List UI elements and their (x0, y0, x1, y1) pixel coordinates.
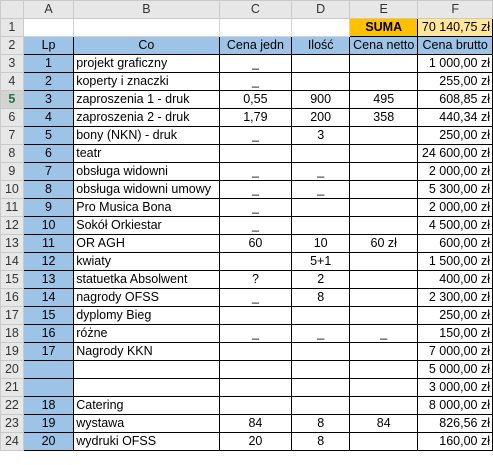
cell-ilosc[interactable]: _ (292, 163, 350, 181)
cell-lp[interactable]: 7 (23, 163, 73, 181)
row-header[interactable]: 21 (1, 379, 24, 397)
table-row (1, 379, 493, 397)
cell-cena-brutto[interactable]: 4 500,00 zł (418, 217, 493, 235)
cell-cena-netto[interactable] (350, 163, 418, 181)
row-header[interactable]: 11 (1, 199, 24, 217)
cell-cena-netto[interactable] (350, 217, 418, 235)
cell-ilosc[interactable]: 5+1 (292, 253, 350, 271)
row-header[interactable]: 8 (1, 145, 24, 163)
cell-cena-brutto[interactable]: 8 000,00 zł (418, 397, 493, 415)
cell-lp[interactable]: 16 (23, 325, 73, 343)
column-header-e[interactable]: E (350, 1, 418, 19)
cell-cena-netto[interactable] (350, 307, 418, 325)
cell-ilosc[interactable]: 900 (292, 91, 350, 109)
cell-cena-jedn[interactable]: _ (219, 55, 292, 73)
cell-cena-jedn[interactable]: 20 (219, 433, 292, 451)
row-header[interactable]: 7 (1, 127, 24, 145)
table-row (1, 235, 493, 253)
select-all-corner[interactable] (1, 1, 24, 19)
row-header[interactable]: 22 (1, 397, 24, 415)
header-ilosc[interactable]: Ilość (292, 37, 350, 55)
cell-ilosc[interactable]: 8 (292, 415, 350, 433)
header-co[interactable]: Co (74, 37, 219, 55)
column-header-d[interactable]: D (292, 1, 350, 19)
cell-cena-brutto[interactable]: 440,34 zł (418, 109, 493, 127)
row-header[interactable]: 19 (1, 343, 24, 361)
header-cena-brutto[interactable]: Cena brutto (418, 37, 493, 55)
table-row (1, 289, 493, 307)
suma-label-cell[interactable]: SUMA (350, 19, 418, 37)
cell-ilosc[interactable] (292, 55, 350, 73)
cell-cena-netto[interactable] (350, 181, 418, 199)
column-header-f[interactable]: F (418, 1, 493, 19)
row-header[interactable]: 13 (1, 235, 24, 253)
cell-cena-brutto[interactable]: 5 000,00 zł (418, 361, 493, 379)
cell-lp[interactable]: 13 (23, 271, 73, 289)
cell-cena-jedn[interactable] (219, 145, 292, 163)
cell-cena-netto[interactable] (350, 199, 418, 217)
cell-cena-netto[interactable] (350, 397, 418, 415)
cell-cena-netto[interactable] (350, 55, 418, 73)
cell-cena-brutto[interactable]: 255,00 zł (418, 73, 493, 91)
cell-ilosc[interactable] (292, 217, 350, 235)
cell-co[interactable]: koperty i znaczki (74, 73, 219, 91)
table-row (1, 397, 493, 415)
row-header[interactable]: 4 (1, 73, 24, 91)
cell-cena-brutto[interactable]: 7 000,00 zł (418, 343, 493, 361)
cell-lp[interactable]: 17 (23, 343, 73, 361)
cell-cena-brutto[interactable]: 1 000,00 zł (418, 55, 493, 73)
header-cena-jedn[interactable]: Cena jedn (219, 37, 292, 55)
cell-cena-brutto[interactable]: 2 000,00 zł (418, 163, 493, 181)
cell-cena-jedn[interactable]: _ (219, 217, 292, 235)
cell-cena-jedn[interactable]: _ (219, 199, 292, 217)
table-row (1, 145, 493, 163)
cell-co[interactable]: Nagrody KKN (74, 343, 219, 361)
cell-cena-netto[interactable]: 84 (350, 415, 418, 433)
cell-ilosc[interactable]: _ (292, 325, 350, 343)
cell-cena-jedn[interactable]: _ (219, 127, 292, 145)
cell-cena-netto[interactable] (350, 253, 418, 271)
cell-ilosc[interactable] (292, 379, 350, 397)
cell-ilosc[interactable]: 200 (292, 109, 350, 127)
row-header[interactable]: 18 (1, 325, 24, 343)
row-header[interactable]: 5 (1, 91, 24, 109)
table-row (1, 91, 493, 109)
row-header[interactable]: 9 (1, 163, 24, 181)
table-row (1, 127, 493, 145)
cell-cena-jedn[interactable] (219, 379, 292, 397)
cell-cena-jedn[interactable] (219, 253, 292, 271)
row-header[interactable]: 15 (1, 271, 24, 289)
cell-cena-netto[interactable] (350, 379, 418, 397)
header-lp[interactable]: Lp (23, 37, 73, 55)
cell-cena-brutto[interactable]: 600,00 zł (418, 235, 493, 253)
cell-co[interactable]: Sokół Orkiestar (74, 217, 219, 235)
cell-co[interactable]: kwiaty (74, 253, 219, 271)
cell-cena-netto[interactable]: 60 zł (350, 235, 418, 253)
row-header[interactable]: 20 (1, 361, 24, 379)
cell-cena-jedn[interactable] (219, 307, 292, 325)
cell-ilosc[interactable]: 3 (292, 127, 350, 145)
cell-lp[interactable]: 10 (23, 217, 73, 235)
cell-lp[interactable] (23, 361, 73, 379)
row-header[interactable]: 6 (1, 109, 24, 127)
cell-cena-jedn[interactable] (219, 397, 292, 415)
table-row (1, 73, 493, 91)
cell-co[interactable] (74, 361, 219, 379)
cell-ilosc[interactable] (292, 145, 350, 163)
cell-cena-brutto[interactable]: 826,56 zł (418, 415, 493, 433)
cell-cena-brutto[interactable]: 24 600,00 zł (418, 145, 493, 163)
cell-co[interactable]: nagrody OFSS (74, 289, 219, 307)
cell-cena-netto[interactable] (350, 73, 418, 91)
cell-lp[interactable]: 9 (23, 199, 73, 217)
cell-co[interactable]: wystawa (74, 415, 219, 433)
cell-co[interactable]: obsługa widowni umowy (74, 181, 219, 199)
cell-cena-jedn[interactable]: ? (219, 271, 292, 289)
cell-cena-jedn[interactable]: 0,55 (219, 91, 292, 109)
cell-cena-jedn[interactable]: _ (219, 73, 292, 91)
cell-co[interactable]: obsługa widowni (74, 163, 219, 181)
cell-cena-netto[interactable] (350, 343, 418, 361)
cell-cena-jedn[interactable]: _ (219, 325, 292, 343)
cell-cena-jedn[interactable]: 60 (219, 235, 292, 253)
cell-cena-netto[interactable] (350, 289, 418, 307)
cell-cena-netto[interactable] (350, 127, 418, 145)
table-row (1, 343, 493, 361)
table-row (1, 307, 493, 325)
cell-cena-jedn[interactable]: _ (219, 163, 292, 181)
cell-cena-jedn[interactable] (219, 361, 292, 379)
cell-cena-brutto[interactable]: 160,00 zł (418, 433, 493, 451)
cell-ilosc[interactable]: 2 (292, 271, 350, 289)
cell-co[interactable] (74, 379, 219, 397)
row-header[interactable]: 2 (1, 37, 24, 55)
cell-ilosc[interactable]: _ (292, 181, 350, 199)
column-header-a[interactable]: A (23, 1, 73, 19)
cell-co[interactable]: teatr (74, 145, 219, 163)
table-row (1, 181, 493, 199)
cell-cena-jedn[interactable]: 84 (219, 415, 292, 433)
cell-cena-netto[interactable]: 495 (350, 91, 418, 109)
row-header[interactable]: 23 (1, 415, 24, 433)
cell-lp[interactable]: 8 (23, 181, 73, 199)
row-header[interactable]: 3 (1, 55, 24, 73)
suma-value-cell[interactable]: 70 140,75 zł (418, 19, 493, 37)
cell-ilosc[interactable] (292, 361, 350, 379)
cell-cena-netto[interactable] (350, 271, 418, 289)
cell-ilosc[interactable]: 8 (292, 433, 350, 451)
cell-cena-netto[interactable] (350, 145, 418, 163)
cell-ilosc[interactable]: 8 (292, 289, 350, 307)
cell-ilosc[interactable]: 10 (292, 235, 350, 253)
table-row (1, 253, 493, 271)
row-header[interactable]: 10 (1, 181, 24, 199)
data-rows (1, 55, 493, 451)
cell-lp[interactable]: 20 (23, 433, 73, 451)
cell-cena-brutto[interactable]: 250,00 zł (418, 127, 493, 145)
cell[interactable] (23, 19, 73, 37)
row-header[interactable]: 16 (1, 289, 24, 307)
cell-cena-brutto[interactable]: 400,00 zł (418, 271, 493, 289)
cell-ilosc[interactable] (292, 73, 350, 91)
cell-cena-jedn[interactable]: _ (219, 289, 292, 307)
cell-lp[interactable]: 2 (23, 73, 73, 91)
cell-lp[interactable] (23, 379, 73, 397)
column-header-b[interactable]: B (74, 1, 219, 19)
cell-lp[interactable]: 4 (23, 109, 73, 127)
cell-lp[interactable]: 3 (23, 91, 73, 109)
cell-co[interactable]: bony (NKN) - druk (74, 127, 219, 145)
cell-cena-brutto[interactable]: 3 000,00 zł (418, 379, 493, 397)
cell-co[interactable]: Catering (74, 397, 219, 415)
cell-lp[interactable]: 1 (23, 55, 73, 73)
cell-co[interactable]: dyplomy Bieg (74, 307, 219, 325)
cell-cena-jedn[interactable]: 1,79 (219, 109, 292, 127)
cell[interactable] (292, 19, 350, 37)
header-cena-netto[interactable]: Cena netto (350, 37, 418, 55)
table-row (1, 415, 493, 433)
cell-ilosc[interactable] (292, 343, 350, 361)
cell-cena-jedn[interactable] (219, 343, 292, 361)
cell-lp[interactable]: 5 (23, 127, 73, 145)
column-header-c[interactable]: C (219, 1, 292, 19)
cell[interactable] (74, 19, 219, 37)
table-row (1, 199, 493, 217)
cell-co[interactable]: Pro Musica Bona (74, 199, 219, 217)
cell[interactable] (219, 19, 292, 37)
row-header[interactable]: 14 (1, 253, 24, 271)
cell-co[interactable]: statuetka Absolwent (74, 271, 219, 289)
cell-cena-netto[interactable]: _ (350, 325, 418, 343)
cell-lp[interactable]: 15 (23, 307, 73, 325)
table-row (1, 217, 493, 235)
table-row (1, 325, 493, 343)
cell-cena-brutto[interactable]: 150,00 zł (418, 325, 493, 343)
cell-co[interactable]: wydruki OFSS (74, 433, 219, 451)
cell-lp[interactable]: 19 (23, 415, 73, 433)
table-row (1, 271, 493, 289)
cell-cena-netto[interactable]: 358 (350, 109, 418, 127)
cell-lp[interactable]: 6 (23, 145, 73, 163)
row-header[interactable]: 12 (1, 217, 24, 235)
cell-co[interactable]: projekt graficzny (74, 55, 219, 73)
cell-cena-brutto[interactable]: 1 500,00 zł (418, 253, 493, 271)
row-header[interactable]: 24 (1, 433, 24, 451)
cell-lp[interactable]: 11 (23, 235, 73, 253)
table-row (1, 433, 493, 451)
cell-ilosc[interactable] (292, 397, 350, 415)
cell-ilosc[interactable] (292, 307, 350, 325)
table-row (1, 55, 493, 73)
cell-cena-brutto[interactable]: 2 000,00 zł (418, 199, 493, 217)
cell-lp[interactable]: 18 (23, 397, 73, 415)
table-row (1, 109, 493, 127)
cell-co[interactable]: zaproszenia 1 - druk (74, 91, 219, 109)
cell-lp[interactable]: 14 (23, 289, 73, 307)
cell-cena-brutto[interactable]: 2 300,00 zł (418, 289, 493, 307)
cell-co[interactable]: OR AGH (74, 235, 219, 253)
cell-co[interactable]: różne (74, 325, 219, 343)
cell-cena-netto[interactable] (350, 361, 418, 379)
cell-cena-jedn[interactable]: _ (219, 181, 292, 199)
table-row (1, 361, 493, 379)
cell-lp[interactable]: 12 (23, 253, 73, 271)
table-row (1, 163, 493, 181)
cell-cena-netto[interactable] (350, 433, 418, 451)
row-header[interactable]: 1 (1, 19, 24, 37)
cell-cena-brutto[interactable]: 608,85 zł (418, 91, 493, 109)
cell-cena-brutto[interactable]: 250,00 zł (418, 307, 493, 325)
cell-cena-brutto[interactable]: 5 300,00 zł (418, 181, 493, 199)
row-header[interactable]: 17 (1, 307, 24, 325)
cell-co[interactable]: zaproszenia 2 - druk (74, 109, 219, 127)
cell-ilosc[interactable] (292, 199, 350, 217)
